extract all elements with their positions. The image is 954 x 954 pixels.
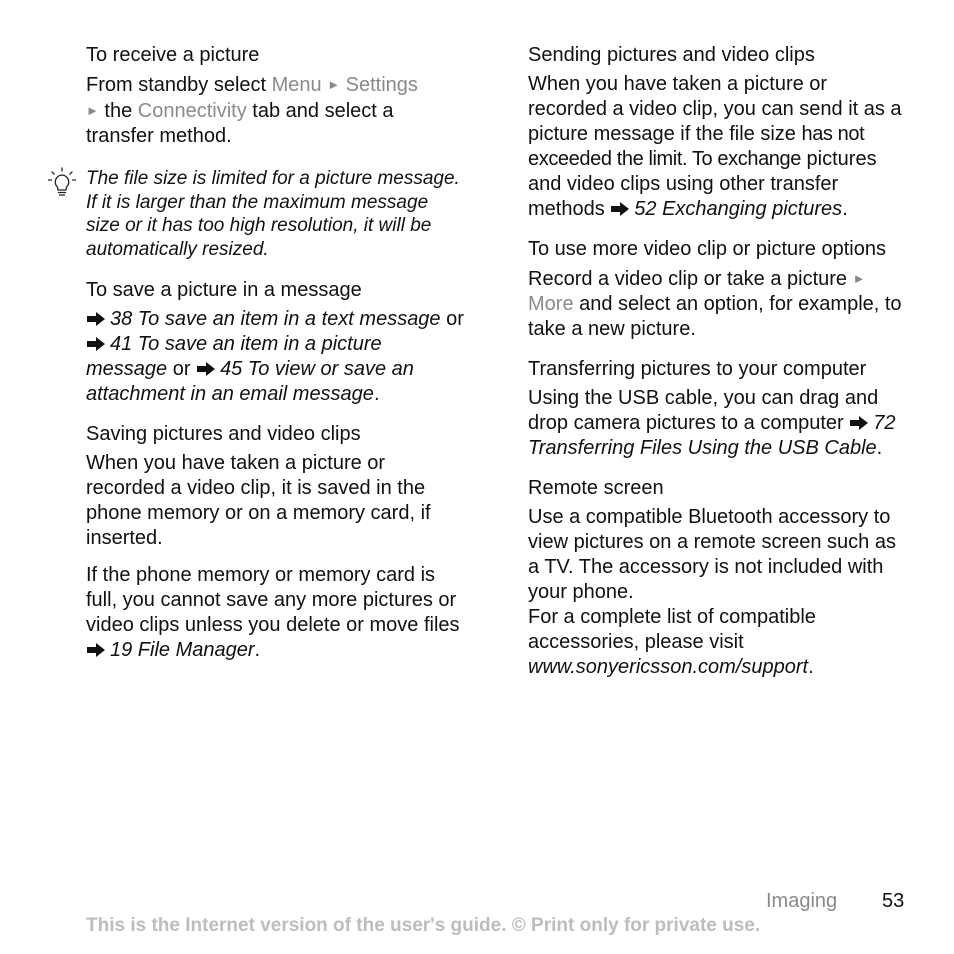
remote-text-2 xyxy=(528,605,908,680)
remote-text-visit: For a complete list of compatible accessories, please visit xyxy=(528,606,816,653)
saving-paragraph-1: When you have taken a picture or recorded a video clip, it is saved in the phone memory or on a memory card, if inserted. xyxy=(86,452,431,549)
transfer-text-1: Using the USB cable, you can drag and drop camera pictures to a computer xyxy=(528,387,879,434)
triangle-icon: ► xyxy=(852,271,866,286)
options-text xyxy=(528,266,908,342)
menu-ui-label: Menu xyxy=(271,74,322,96)
triangle-icon: ► xyxy=(86,103,99,118)
reference-arrow-icon xyxy=(86,311,106,327)
receive-text-1: From standby select xyxy=(86,74,272,96)
period: . xyxy=(254,639,261,661)
left-column xyxy=(86,44,466,679)
saving-paragraph-2 xyxy=(86,563,466,663)
heading-sending-pictures: Sending pictures and video clips xyxy=(528,44,815,66)
sending-text xyxy=(528,72,908,222)
heading-more-options: To use more video clip or picture options xyxy=(528,238,886,260)
receive-picture-text xyxy=(86,72,466,149)
settings-ui-label: Settings xyxy=(345,74,418,96)
reference-link[interactable]: 19 File Manager xyxy=(110,639,255,661)
page-number: 53 xyxy=(882,890,905,912)
reference-link[interactable]: 52 Exchanging pictures xyxy=(634,198,843,220)
options-text-1: Record a video clip or take a picture xyxy=(528,268,853,290)
sending-text-1: When you have taken a picture or recorded a video clip, you can send it as a picture message if the file size xyxy=(528,73,902,145)
heading-save-picture: To save a picture in a message xyxy=(86,279,362,301)
or-text: or xyxy=(440,308,464,330)
section-transfer-computer xyxy=(528,358,908,461)
reference-link[interactable]: 41 To save an item in a picture message xyxy=(86,333,382,380)
section-saving-pictures xyxy=(86,423,466,663)
tip-note-text: The file size is limited for a picture message. If it is larger than the maximum message size or it has too high resolution, it will be automatically resized. xyxy=(86,168,460,260)
period: . xyxy=(876,437,883,459)
reference-link[interactable]: 45 To view or save an attachment in an email message xyxy=(86,358,414,405)
reference-link[interactable]: 72 Transferring Files Using the USB Cable xyxy=(528,412,896,459)
section-remote-screen xyxy=(528,477,908,680)
reference-arrow-icon xyxy=(196,361,216,377)
reference-arrow-icon xyxy=(610,201,630,217)
section-more-options xyxy=(528,238,908,342)
period: . xyxy=(373,383,380,405)
more-ui-label: More xyxy=(528,293,574,315)
reference-arrow-icon xyxy=(849,415,869,431)
saving-text: If the phone memory or memory card is full, you cannot save any more pictures or video clips unless you delete or move files xyxy=(86,564,460,636)
remote-text-1: Use a compatible Bluetooth accessory to view pictures on a remote screen such as a TV. The accessory is not included with your phone. xyxy=(528,506,896,603)
period: . xyxy=(842,198,848,220)
sending-text-3: pictures and video clips using other transfer methods xyxy=(528,148,877,220)
section-save-picture xyxy=(86,279,466,407)
reference-link[interactable]: 38 To save an item in a text message xyxy=(110,308,441,330)
reference-arrow-icon xyxy=(86,336,106,352)
heading-transfer-computer: Transferring pictures to your computer xyxy=(528,358,867,380)
section-sending-pictures xyxy=(528,44,908,222)
heading-receive-picture: To receive a picture xyxy=(86,44,260,66)
heading-remote-screen: Remote screen xyxy=(528,477,664,499)
footer-section-title: Imaging xyxy=(766,890,838,912)
connectivity-ui-label: Connectivity xyxy=(137,100,247,122)
receive-text-2: the xyxy=(98,100,138,122)
tip-bulb-icon xyxy=(48,167,76,197)
reference-arrow-icon xyxy=(86,642,106,658)
period: . xyxy=(808,656,814,678)
heading-saving-pictures: Saving pictures and video clips xyxy=(86,423,361,445)
section-receive-picture xyxy=(86,44,466,149)
internet-version-notice: This is the Internet version of the user's guide. © Print only for private use. xyxy=(86,915,761,936)
options-text-2: and select an option, for example, to take a new picture. xyxy=(528,293,902,340)
support-url-link[interactable]: www.sonyericsson.com/support xyxy=(528,656,809,678)
or-text: or xyxy=(167,358,197,380)
sending-text-2: has not exceeded the limit. To exchange xyxy=(528,123,865,170)
triangle-icon: ► xyxy=(327,77,341,92)
receive-text-3: tab and select a transfer method. xyxy=(86,100,394,147)
tip-note xyxy=(86,167,466,261)
save-picture-text xyxy=(86,307,466,407)
transfer-text xyxy=(528,386,908,461)
right-column xyxy=(528,44,908,696)
